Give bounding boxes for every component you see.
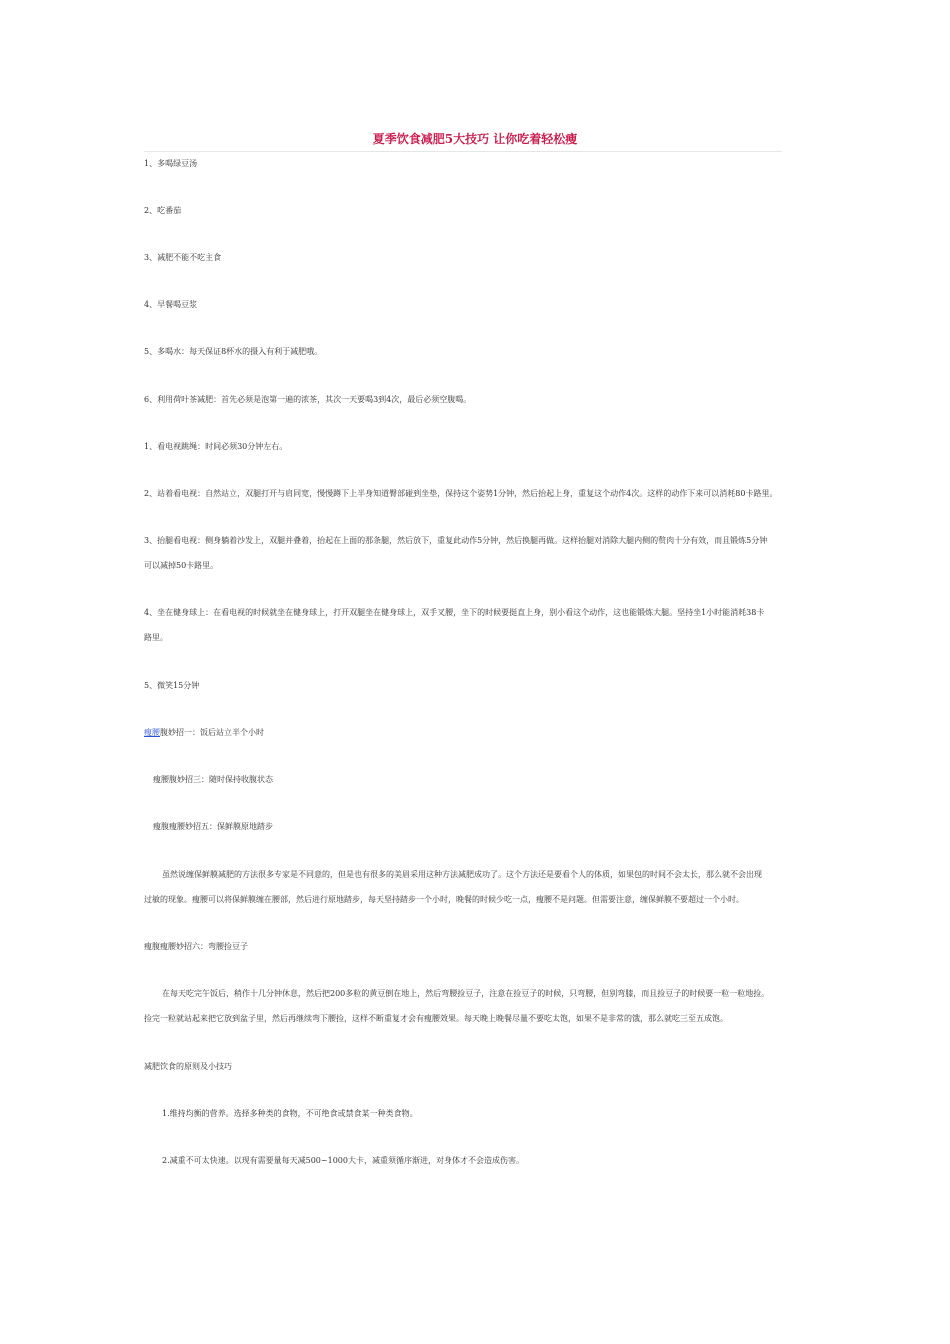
waist-tip-6-body-line2: 捡完一粒就站起来把它放到盆子里，然后再继续弯下腰捡，这样不断重复才会有瘦腰效果。每天晚上晚餐尽量不要吃太饱，如果不是非常的饿，那么就吃三至五成饱。 xyxy=(144,1014,728,1023)
tip-drink-water: 5、多喝水：每天保证8杯水的摄入有利于减肥哦。 xyxy=(144,347,323,356)
waist-tip-5-body-line2: 过敏的现象。瘦腰可以将保鲜膜缠在腰部，然后进行原地踏步，每天坚持踏步一个小时，晚餐的时候少吃一点，瘦腰不是问题。但需要注意，缠保鲜膜不要超过一个小时。 xyxy=(144,895,744,904)
tip-lotus-tea: 6、利用荷叶茶减肥：首先必须是泡第一遍的浓茶，其次一天要喝3到4次，最后必须空腹喝。 xyxy=(144,395,472,404)
page-title: 夏季饮食减肥5大技巧 让你吃着轻松瘦 xyxy=(372,132,578,146)
tip-soy-milk: 4、早餐喝豆浆 xyxy=(144,300,198,309)
diet-principles-heading: 减肥饮食的原则及小技巧 xyxy=(144,1062,232,1071)
waist-link[interactable]: 瘦腰 xyxy=(144,728,160,737)
tv-tip-leg-raise-line1: 3、抬腿看电视：侧身躺着沙发上，双腿并叠着，抬起在上面的那条腿，然后放下，重复此动作5分钟，然后换腿再做。这样抬腿对消除大腿内侧的赘肉十分有效，而且锻炼5分钟 xyxy=(144,536,768,545)
tv-tip-standing: 2、站着看电视：自然站立，双腿打开与肩同宽，慢慢蹲下上半身知道臀部碰到坐垫，保持这个姿势1分钟，然后抬起上身，重复这个动作4次。这样的动作下来可以消耗80卡路里。 xyxy=(144,489,778,498)
waist-tip-5: 瘦腹瘦腰妙招五：保鲜膜原地踏步 xyxy=(153,822,273,831)
tip-staple-food: 3、减肥不能不吃主食 xyxy=(144,253,222,262)
tip-mung-bean-soup: 1、多喝绿豆汤 xyxy=(144,159,198,168)
tv-tip-leg-raise-line2: 可以减掉50卡路里。 xyxy=(144,561,219,570)
tv-tip-fitness-ball-line2: 路里。 xyxy=(144,633,168,642)
waist-tip-6: 瘦腹瘦腰妙招六：弯腰捡豆子 xyxy=(144,942,248,951)
waist-tip-6-body-line1: 在每天吃完午饭后，稍作十几分钟休息，然后把200多粒的黄豆倒在地上，然后弯腰捡豆子，注意在捡豆子的时候，只弯腰，但别弯膝，而且捡豆子的时候要一粒一粒地捡。 xyxy=(162,989,770,998)
title-divider xyxy=(144,151,782,152)
tv-tip-jump-rope: 1、看电视跳绳：时间必须30分钟左右。 xyxy=(144,442,288,451)
waist-tip-3: 瘦腰腹妙招三：随时保持收腹状态 xyxy=(153,775,273,784)
waist-tip-1 xyxy=(144,727,264,739)
tv-tip-smile: 5、微笑15分钟 xyxy=(144,681,200,690)
diet-principle-1: 1.维持均衡的营养。选择多种类的食物，不可绝食或禁食某一种类食物。 xyxy=(162,1109,418,1118)
tv-tip-fitness-ball-line1: 4、坐在健身球上：在看电视的时候就坐在健身球上，打开双腿坐在健身球上，双手叉腰，坐下的时候要挺直上身，别小看这个动作，这也能锻炼大腿。坚持坐1小时能消耗38卡 xyxy=(144,608,765,617)
tip-tomato: 2、吃番茄 xyxy=(144,206,182,215)
waist-tip-1-text: 腹妙招一：饭后站立半个小时 xyxy=(160,728,264,737)
waist-tip-5-body-line1: 虽然说缠保鲜膜减肥的方法很多专家是不同意的，但是也有很多的美眉采用这种方法减肥成功了。这个方法还是要看个人的体质，如果包的时间不会太长，那么就不会出现 xyxy=(162,870,762,879)
diet-principle-2: 2.减重不可太快速。以现有需要量每天减500~1000大卡，减重须循序渐进，对身体才不会造成伤害。 xyxy=(162,1156,524,1165)
